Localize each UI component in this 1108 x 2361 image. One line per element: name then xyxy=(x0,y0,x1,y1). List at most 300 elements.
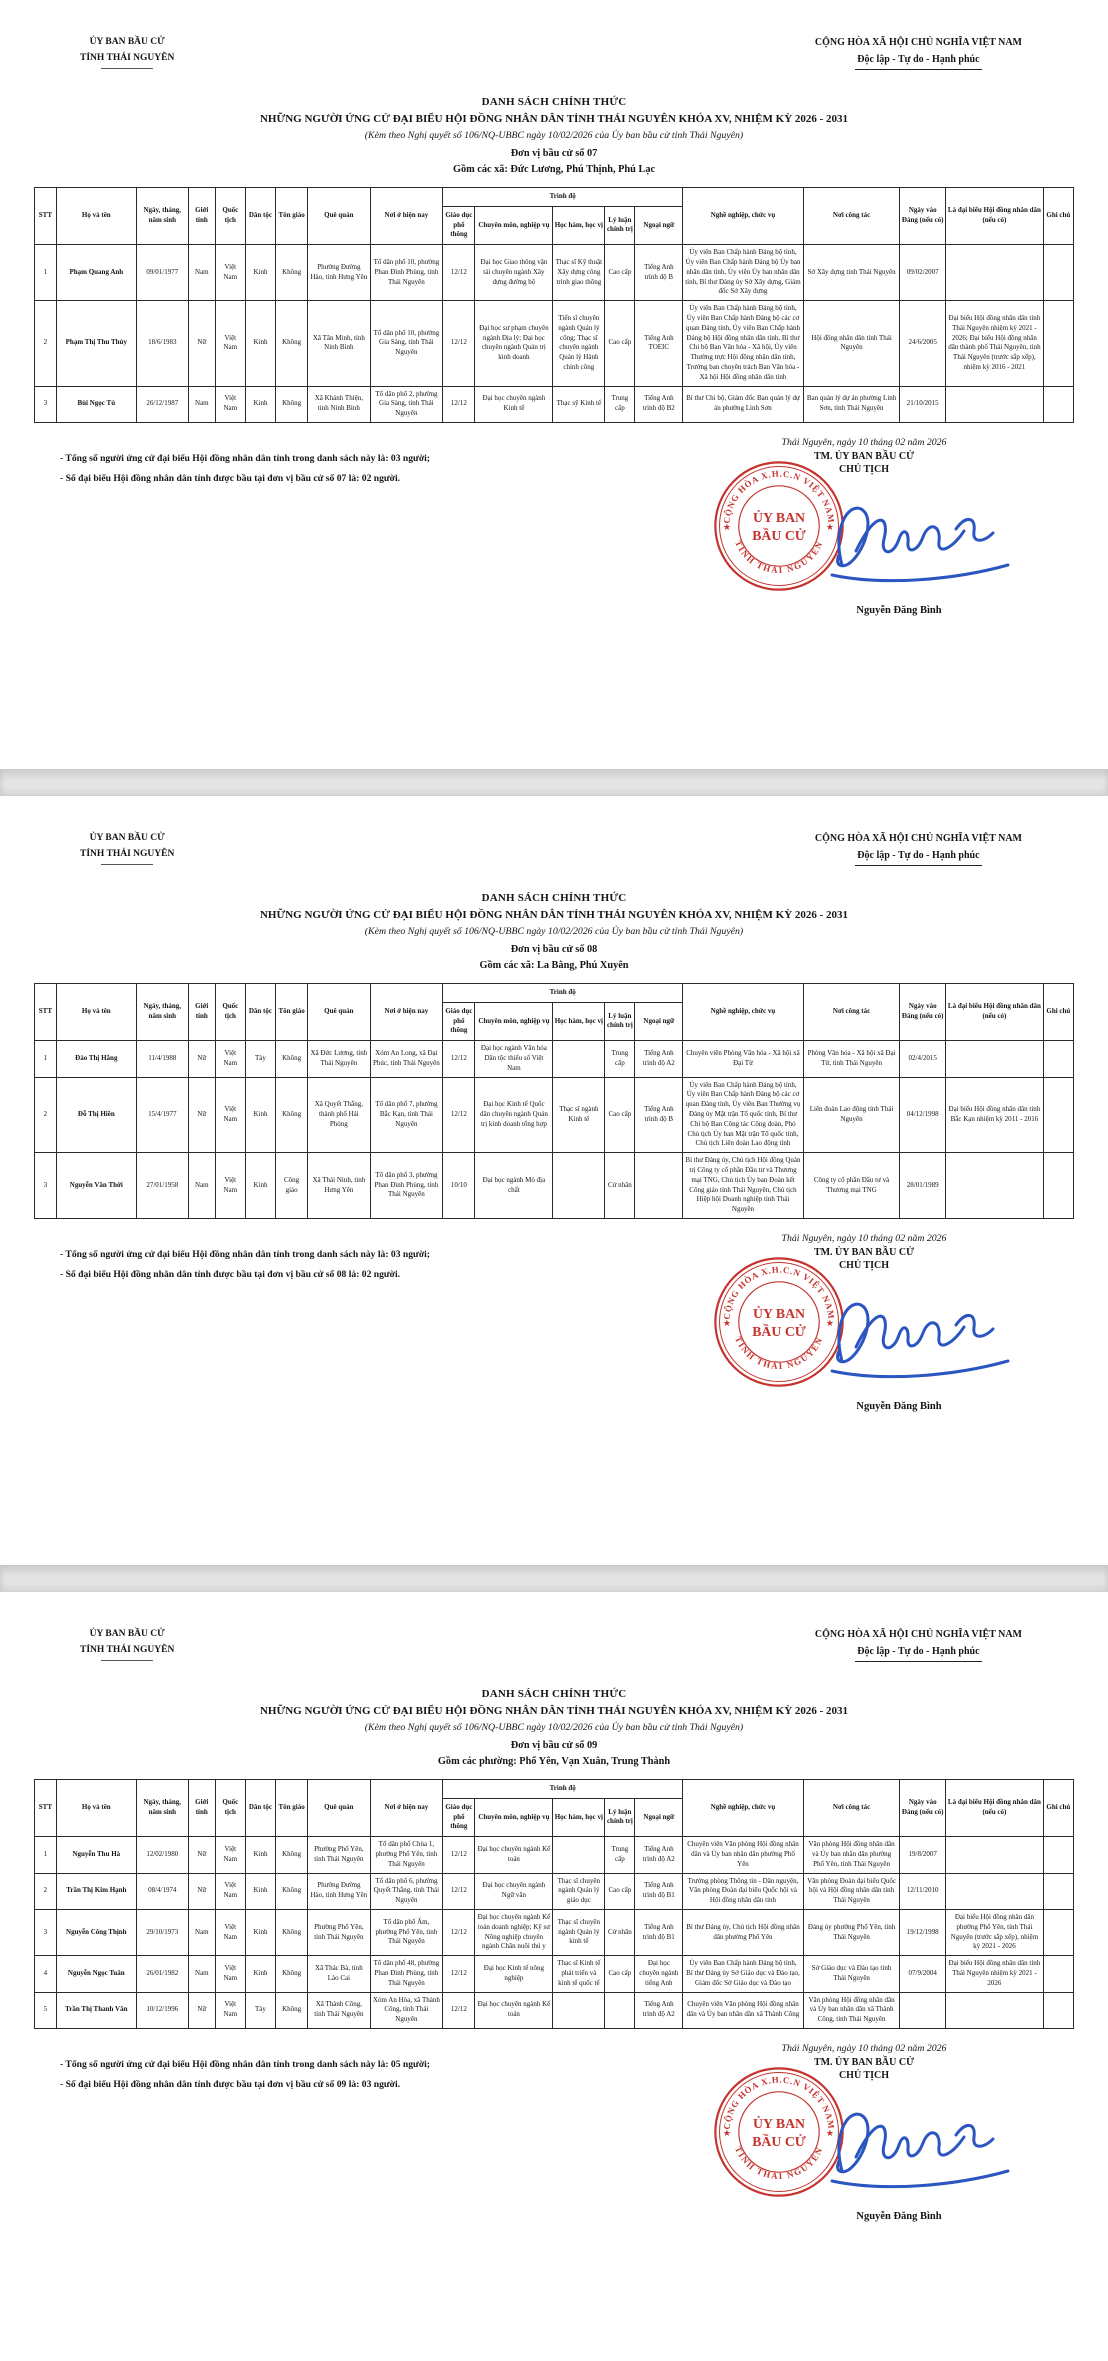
cell-professional: Đại học ngành Mỏ địa chất xyxy=(475,1153,553,1219)
stamp-star-left: ★ xyxy=(722,2128,732,2139)
col-header-dob: Ngày, tháng, năm sinh xyxy=(136,188,188,245)
candidate-row xyxy=(35,245,1074,301)
cell-political: Cử nhân xyxy=(605,1909,635,1955)
cell-hometown: Xã Thái Ninh, tỉnh Hưng Yên xyxy=(308,1153,370,1219)
cell-academic: Thạc sĩ chuyên ngành Quản lý giáo dục xyxy=(553,1873,605,1909)
cell-academic: Tiến sĩ chuyên ngành Quản lý công; Thạc sĩ chuyên ngành Quản lý Hành chính công xyxy=(553,301,605,386)
elected-count-note: - Số đại biểu Hội đồng nhân dân tỉnh được bầu tại đơn vị bầu cử số 09 là: 03 người. xyxy=(60,2079,401,2091)
cell-political: Trung cấp xyxy=(605,1041,635,1077)
col-header-delegate: Là đại biểu Hội đồng nhân dân (nếu có) xyxy=(946,1780,1044,1837)
col-header-name: Họ và tên xyxy=(56,188,136,245)
title-block xyxy=(34,96,1074,175)
cell-hometown: Xã Quyết Thắng, thành phố Hải Phòng xyxy=(308,1077,370,1153)
election-unit-title: Đơn vị bầu cử số 09 xyxy=(510,1740,598,1751)
page-header xyxy=(34,30,1074,70)
signatory-name: Nguyễn Đăng Bình xyxy=(856,604,942,616)
page-header xyxy=(34,826,1074,866)
col-header-professional: Chuyên môn, nghiệp vụ xyxy=(475,206,553,244)
col-header-name: Họ và tên xyxy=(56,1780,136,1837)
cell-language: Tiếng Anh trình độ B1 xyxy=(635,1873,683,1909)
page-separator xyxy=(0,769,1108,796)
cell-ethnicity: Kinh xyxy=(245,1837,275,1873)
org-name-line2: TỈNH THÁI NGUYÊN xyxy=(80,1642,174,1658)
cell-stt: 2 xyxy=(35,301,57,386)
cell-delegate xyxy=(946,245,1044,301)
stamp-star-right: ★ xyxy=(825,2128,835,2139)
stamp-top-text: CỘNG HÒA X.H.C.N VIỆT NAM xyxy=(721,2074,837,2130)
document-page xyxy=(0,1592,1108,2361)
cell-dob: 27/01/1958 xyxy=(136,1153,188,1219)
cell-note xyxy=(1043,1873,1073,1909)
cell-delegate xyxy=(946,1873,1044,1909)
cell-dob: 11/4/1988 xyxy=(136,1041,188,1077)
cell-dob: 29/10/1973 xyxy=(136,1909,188,1955)
cell-gender: Nữ xyxy=(188,1077,215,1153)
cell-delegate: Đại biểu Hội đồng nhân dân tỉnh Thái Nguyên nhiệm kỳ 2021 - 2026; Đại biểu Hội đồng nhân dân thành phố Thái Nguyên, tỉnh Thái Nguyên (trước sắp xếp), nhiệm kỳ 2016 - 2021 xyxy=(946,301,1044,386)
signatory-name: Nguyễn Đăng Bình xyxy=(856,1400,942,1412)
candidate-row xyxy=(35,1873,1074,1909)
cell-political: Trung cấp xyxy=(605,386,635,422)
col-header-workplace: Nơi công tác xyxy=(803,188,900,245)
election-unit-scope: Gồm các xã: Đức Lương, Phú Thịnh, Phú Lạc xyxy=(452,164,656,175)
elected-count-note: - Số đại biểu Hội đồng nhân dân tỉnh được bầu tại đơn vị bầu cử số 07 là: 02 người. xyxy=(60,473,401,485)
page-separator xyxy=(0,1565,1108,1592)
col-header-occupation: Nghề nghiệp, chức vụ xyxy=(683,984,804,1041)
handwritten-signature-icon xyxy=(804,1283,1024,1393)
cell-ethnicity: Kinh xyxy=(245,1956,275,1992)
cell-religion: Công giáo xyxy=(276,1153,308,1219)
national-motto-block xyxy=(815,830,1022,866)
issuing-org-block xyxy=(80,1626,174,1658)
cell-occupation: Chuyên viên Phòng Văn hóa - Xã hội xã Đại Từ xyxy=(683,1041,804,1077)
cell-hometown: Xã Thành Công, tỉnh Thái Nguyên xyxy=(308,1992,370,2028)
cell-name: Nguyễn Công Thịnh xyxy=(56,1909,136,1955)
cell-delegate xyxy=(946,386,1044,422)
cell-delegate xyxy=(946,1837,1044,1873)
cell-hometown: Xã Thác Bà, tỉnh Lào Cai xyxy=(308,1956,370,1992)
document-title: DANH SÁCH CHÍNH THỨC xyxy=(481,96,627,108)
org-name-line1: ỦY BAN BẦU CỬ xyxy=(89,37,165,47)
cell-stt: 2 xyxy=(35,1873,57,1909)
org-name-line2: TỈNH THÁI NGUYÊN xyxy=(80,50,174,66)
cell-gender: Nam xyxy=(188,1909,215,1955)
cell-workplace: Liên đoàn Lao động tỉnh Thái Nguyên xyxy=(803,1077,900,1153)
cell-party-date: 09/02/2007 xyxy=(900,245,946,301)
stamp-bottom-text: TỈNH THÁI NGUYÊN xyxy=(733,538,826,576)
cell-party-date: 04/12/1998 xyxy=(900,1077,946,1153)
summary-notes xyxy=(34,1233,654,1285)
cell-delegate: Đại biểu Hội đồng nhân dân phường Phổ Yên, tỉnh Thái Nguyên (trước sắp xếp), nhiệm kỳ 2021 - 2026 xyxy=(946,1909,1044,1955)
cell-religion: Không xyxy=(276,1873,308,1909)
cell-workplace: Công ty cổ phần Đầu tư và Thương mại TNG xyxy=(803,1153,900,1219)
cell-note xyxy=(1043,245,1073,301)
cell-academic: Thạc sĩ ngành Kinh tế xyxy=(553,1077,605,1153)
signatory-name: Nguyễn Đăng Bình xyxy=(856,2210,942,2222)
cell-occupation: Ủy viên Ban Chấp hành Đảng bộ tỉnh, Bí thư Đảng ủy Sở Giáo dục và Đào tạo, Giám đốc Sở Giáo dục và Đào tạo xyxy=(683,1956,804,1992)
cell-hometown: Xã Khánh Thiện, tỉnh Ninh Bình xyxy=(308,386,370,422)
cell-nationality: Việt Nam xyxy=(215,1992,245,2028)
cell-dob: 18/6/1983 xyxy=(136,301,188,386)
cell-ethnicity: Kinh xyxy=(245,301,275,386)
signature-date: Thái Nguyên, ngày 10 tháng 02 năm 2026 xyxy=(781,2042,947,2054)
cell-language xyxy=(635,1153,683,1219)
cell-political: Trung cấp xyxy=(605,1837,635,1873)
document-title: DANH SÁCH CHÍNH THỨC xyxy=(481,892,627,904)
signature-block xyxy=(654,1233,1074,1412)
col-header-nationality: Quốc tịch xyxy=(215,188,245,245)
col-header-ethnicity: Dân tộc xyxy=(245,188,275,245)
cell-workplace: Hội đồng nhân dân tỉnh Thái Nguyên xyxy=(803,301,900,386)
signature-date: Thái Nguyên, ngày 10 tháng 02 năm 2026 xyxy=(781,436,947,448)
cell-ethnicity: Kinh xyxy=(245,1153,275,1219)
cell-note xyxy=(1043,1909,1073,1955)
stamp-bottom-text: TỈNH THÁI NGUYÊN xyxy=(733,2144,826,2182)
candidates-table xyxy=(34,983,1074,1219)
document-reference: (Kèm theo Nghị quyết số 106/NQ-UBBC ngày 10/02/2026 của Ủy ban bầu cử tỉnh Thái Nguyên) xyxy=(364,926,744,937)
cell-dob: 10/12/1996 xyxy=(136,1992,188,2028)
candidate-row xyxy=(35,301,1074,386)
cell-political: Cao cấp xyxy=(605,1956,635,1992)
cell-nationality: Việt Nam xyxy=(215,1873,245,1909)
cell-gender: Nữ xyxy=(188,1837,215,1873)
cell-hometown: Xã Đức Lương, tỉnh Thái Nguyên xyxy=(308,1041,370,1077)
stamp-top-text: CỘNG HÒA X.H.C.N VIỆT NAM xyxy=(721,1264,837,1320)
stamp-center-line2: BẦU CỬ xyxy=(752,1324,806,1340)
page-header xyxy=(34,1622,1074,1662)
cell-language: Tiếng Anh trình độ A2 xyxy=(635,1837,683,1873)
cell-nationality: Việt Nam xyxy=(215,1077,245,1153)
cell-academic: Thạc sỹ Kinh tế xyxy=(553,386,605,422)
cell-occupation: Trưởng phòng Thông tin - Dân nguyện, Văn phòng Đoàn đại biểu Quốc hội và Hội đồng nhân dân tỉnh xyxy=(683,1873,804,1909)
cell-gender: Nữ xyxy=(188,301,215,386)
cell-occupation: Bí thư Đảng ủy, Chủ tịch Hội đồng Quản trị Công ty cổ phần Đầu tư và Thương mại TNG, Chủ tịch Ủy ban Đoàn kết Công giáo tỉnh Thái Nguyên, Chủ tịch Hiệp hội Doanh nghiệp tỉnh Thái Nguyên xyxy=(683,1153,804,1219)
col-header-workplace: Nơi công tác xyxy=(803,984,900,1041)
cell-education: 12/12 xyxy=(443,245,475,301)
page-bottom xyxy=(34,437,1074,616)
cell-name: Nguyễn Thu Hà xyxy=(56,1837,136,1873)
cell-workplace: Sở Giáo dục và Đào tạo tỉnh Thái Nguyên xyxy=(803,1956,900,1992)
candidate-row xyxy=(35,1956,1074,1992)
col-header-religion: Tôn giáo xyxy=(276,188,308,245)
cell-academic: Thạc sĩ Kinh tế phát triển và kinh tế quốc tế xyxy=(553,1956,605,1992)
col-header-stt: STT xyxy=(35,188,57,245)
cell-gender: Nam xyxy=(188,386,215,422)
col-header-dob: Ngày, tháng, năm sinh xyxy=(136,984,188,1041)
col-header-gender: Giới tính xyxy=(188,1780,215,1837)
cell-dob: 08/4/1974 xyxy=(136,1873,188,1909)
cell-nationality: Việt Nam xyxy=(215,386,245,422)
candidates-table xyxy=(34,1779,1074,2029)
col-header-occupation: Nghề nghiệp, chức vụ xyxy=(683,1780,804,1837)
col-header-ethnicity: Dân tộc xyxy=(245,1780,275,1837)
cell-delegate xyxy=(946,1153,1044,1219)
cell-party-date: 19/12/1998 xyxy=(900,1909,946,1955)
col-header-delegate: Là đại biểu Hội đồng nhân dân (nếu có) xyxy=(946,188,1044,245)
cell-professional: Đại học ngành Văn hóa Dân tộc thiểu số Việt Nam xyxy=(475,1041,553,1077)
col-header-hometown: Quê quán xyxy=(308,188,370,245)
col-header-language: Ngoại ngữ xyxy=(635,1002,683,1040)
cell-nationality: Việt Nam xyxy=(215,1909,245,1955)
cell-stt: 5 xyxy=(35,1992,57,2028)
cell-ethnicity: Tày xyxy=(245,1992,275,2028)
col-header-education: Giáo dục phổ thông xyxy=(443,1002,475,1040)
document-subtitle: NHỮNG NGƯỜI ỨNG CỬ ĐẠI BIỂU HỘI ĐỒNG NHÂN DÂN TỈNH THÁI NGUYÊN KHÓA XV, NHIỆM KỲ 2026 - 2031 xyxy=(259,909,849,921)
col-header-qualification-group: Trình độ xyxy=(443,984,683,1003)
cell-academic xyxy=(553,1153,605,1219)
cell-residence: Tổ dân phố 2, phường Gia Sàng, tỉnh Thái Nguyên xyxy=(370,386,443,422)
elected-count-note: - Số đại biểu Hội đồng nhân dân tỉnh được bầu tại đơn vị bầu cử số 08 là: 02 người. xyxy=(60,1269,401,1281)
stamp-center-line1: ỦY BAN xyxy=(753,2115,805,2131)
title-block xyxy=(34,1688,1074,1767)
cell-residence: Xóm An Hòa, xã Thành Công, tỉnh Thái Nguyên xyxy=(370,1992,443,2028)
cell-education: 12/12 xyxy=(443,386,475,422)
col-header-academic: Học hàm, học vị xyxy=(553,1798,605,1836)
document-page xyxy=(0,796,1108,1565)
cell-workplace: Văn phòng Hội đồng nhân dân và Ủy ban nhân dân phường Phổ Yên, tỉnh Thái Nguyên xyxy=(803,1837,900,1873)
candidate-row xyxy=(35,1909,1074,1955)
stamp-center-line2: BẦU CỬ xyxy=(752,528,806,544)
cell-hometown: Phường Phổ Yên, tỉnh Thái Nguyên xyxy=(308,1909,370,1955)
cell-religion: Không xyxy=(276,301,308,386)
cell-gender: Nữ xyxy=(188,1041,215,1077)
cell-nationality: Việt Nam xyxy=(215,1837,245,1873)
cell-note xyxy=(1043,301,1073,386)
cell-gender: Nữ xyxy=(188,1992,215,2028)
cell-stt: 1 xyxy=(35,1041,57,1077)
cell-hometown: Xã Tân Minh, tỉnh Ninh Bình xyxy=(308,301,370,386)
cell-note xyxy=(1043,1041,1073,1077)
cell-religion: Không xyxy=(276,1837,308,1873)
total-candidates-note: - Tổng số người ứng cử đại biểu Hội đồng nhân dân tỉnh trong danh sách này là: 05 người; xyxy=(60,2058,430,2070)
cell-name: Nguyễn Ngọc Tuân xyxy=(56,1956,136,1992)
cell-workplace: Đảng ủy phường Phổ Yên, tỉnh Thái Nguyên xyxy=(803,1909,900,1955)
cell-education: 12/12 xyxy=(443,1041,475,1077)
col-header-residence: Nơi ở hiện nay xyxy=(370,1780,443,1837)
col-header-hometown: Quê quán xyxy=(308,1780,370,1837)
cell-note xyxy=(1043,1992,1073,2028)
cell-delegate: Đại biểu Hội đồng nhân dân tỉnh Thái Nguyên nhiệm kỳ 2021 - 2026 xyxy=(946,1956,1044,1992)
document-reference: (Kèm theo Nghị quyết số 106/NQ-UBBC ngày 10/02/2026 của Ủy ban bầu cử tỉnh Thái Nguyên) xyxy=(364,1722,744,1733)
col-header-residence: Nơi ở hiện nay xyxy=(370,188,443,245)
stamp-center-line1: ỦY BAN xyxy=(753,1305,805,1321)
cell-note xyxy=(1043,1837,1073,1873)
national-title: CỘNG HÒA XÃ HỘI CHỦ NGHĨA VIỆT NAM xyxy=(814,833,1022,844)
cell-academic xyxy=(553,1041,605,1077)
cell-religion: Không xyxy=(276,1992,308,2028)
document-reference: (Kèm theo Nghị quyết số 106/NQ-UBBC ngày 10/02/2026 của Ủy ban bầu cử tỉnh Thái Nguyên) xyxy=(364,130,744,141)
cell-language: Tiếng Anh trình độ A2 xyxy=(635,1041,683,1077)
col-header-language: Ngoại ngữ xyxy=(635,206,683,244)
signature-authority: TM. ỦY BAN BẦU CỬ xyxy=(813,2056,915,2068)
handwritten-signature-icon xyxy=(804,487,1024,597)
org-name-line2: TỈNH THÁI NGUYÊN xyxy=(80,846,174,862)
cell-nationality: Việt Nam xyxy=(215,1153,245,1219)
cell-residence: Tổ dân phố 7, phường Bắc Kạn, tỉnh Thái Nguyên xyxy=(370,1077,443,1153)
col-header-gender: Giới tính xyxy=(188,984,215,1041)
cell-professional: Đại học chuyên ngành Ngữ văn xyxy=(475,1873,553,1909)
cell-academic xyxy=(553,1837,605,1873)
cell-party-date: 24/6/2005 xyxy=(900,301,946,386)
col-header-residence: Nơi ở hiện nay xyxy=(370,984,443,1041)
stamp-star-right: ★ xyxy=(825,522,835,533)
signature-block xyxy=(654,437,1074,616)
cell-stt: 1 xyxy=(35,1837,57,1873)
col-header-note: Ghi chú xyxy=(1043,188,1073,245)
page-bottom xyxy=(34,1233,1074,1412)
stamp-bottom-text: TỈNH THÁI NGUYÊN xyxy=(733,1334,826,1372)
cell-occupation: Bí thư Đảng ủy, Chủ tịch Hội đồng nhân dân phường Phổ Yên xyxy=(683,1909,804,1955)
col-header-occupation: Nghề nghiệp, chức vụ xyxy=(683,188,804,245)
cell-education: 12/12 xyxy=(443,1992,475,2028)
col-header-ethnicity: Dân tộc xyxy=(245,984,275,1041)
cell-party-date: 07/9/2004 xyxy=(900,1956,946,1992)
cell-residence: Tổ dân phố 3, phường Phan Đình Phùng, tỉnh Thái Nguyên xyxy=(370,1153,443,1219)
signature-role: CHỦ TỊCH xyxy=(838,2069,890,2081)
cell-political: Cao cấp xyxy=(605,1077,635,1153)
signature-authority: TM. ỦY BAN BẦU CỬ xyxy=(813,450,915,462)
col-header-dob: Ngày, tháng, năm sinh xyxy=(136,1780,188,1837)
cell-professional: Đại học chuyên ngành Kế toán xyxy=(475,1837,553,1873)
cell-language: Đại học chuyên ngành tiếng Anh xyxy=(635,1956,683,1992)
cell-education: 12/12 xyxy=(443,1956,475,1992)
cell-occupation: Ủy viên Ban Chấp hành Đảng bộ tỉnh, Ủy viên Ban Chấp hành Đảng bộ các cơ quan Đảng tỉnh, Ủy viên Ban Chấp hành Đảng bộ Hội đồng nhân dân tỉnh, Bí thư Chi bộ Ban Văn hóa - Xã hội, Ủy viên Thường trực Hội đồng nhân dân tỉnh, Trưởng ban chuyên trách Ban Văn hóa - Xã hội Hội đồng nhân dân tỉnh xyxy=(683,301,804,386)
page-bottom xyxy=(34,2043,1074,2222)
cell-occupation: Chuyên viên Văn phòng Hội đồng nhân dân và Ủy ban nhân dân xã Thành Công xyxy=(683,1992,804,2028)
col-header-note: Ghi chú xyxy=(1043,984,1073,1041)
cell-academic: Thạc sĩ Kỹ thuật Xây dựng công trình giao thông xyxy=(553,245,605,301)
cell-nationality: Việt Nam xyxy=(215,245,245,301)
candidates-table xyxy=(34,187,1074,423)
cell-gender: Nam xyxy=(188,1153,215,1219)
candidate-row xyxy=(35,386,1074,422)
cell-dob: 09/01/1977 xyxy=(136,245,188,301)
candidate-row xyxy=(35,1837,1074,1873)
col-header-religion: Tôn giáo xyxy=(276,984,308,1041)
org-name-line1: ỦY BAN BẦU CỬ xyxy=(89,833,165,843)
document-subtitle: NHỮNG NGƯỜI ỨNG CỬ ĐẠI BIỂU HỘI ĐỒNG NHÂN DÂN TỈNH THÁI NGUYÊN KHÓA XV, NHIỆM KỲ 2026 - 2031 xyxy=(259,1705,849,1717)
title-block xyxy=(34,892,1074,971)
col-header-religion: Tôn giáo xyxy=(276,1780,308,1837)
cell-ethnicity: Kinh xyxy=(245,386,275,422)
col-header-academic: Học hàm, học vị xyxy=(553,206,605,244)
cell-political: Cử nhân xyxy=(605,1153,635,1219)
col-header-party-date: Ngày vào Đảng (nếu có) xyxy=(900,984,946,1041)
cell-workplace: Ban quản lý dự án phường Linh Sơn, tỉnh Thái Nguyên xyxy=(803,386,900,422)
cell-gender: Nam xyxy=(188,1956,215,1992)
cell-delegate xyxy=(946,1041,1044,1077)
issuing-org-block xyxy=(80,830,174,862)
cell-language: Tiếng Anh trình độ B2 xyxy=(635,386,683,422)
col-header-political: Lý luận chính trị xyxy=(605,1798,635,1836)
cell-academic xyxy=(553,1992,605,2028)
candidate-row xyxy=(35,1041,1074,1077)
cell-political: Cao cấp xyxy=(605,301,635,386)
col-header-gender: Giới tính xyxy=(188,188,215,245)
stamp-top-text: CỘNG HÒA X.H.C.N VIỆT NAM xyxy=(721,468,837,524)
cell-stt: 3 xyxy=(35,386,57,422)
col-header-qualification-group: Trình độ xyxy=(443,188,683,207)
cell-name: Bùi Ngọc Tú xyxy=(56,386,136,422)
cell-stt: 3 xyxy=(35,1153,57,1219)
cell-professional: Đại học chuyên ngành Kế toán doanh nghiệp; Kỹ sư Nông nghiệp chuyên ngành Chăn nuôi thú y xyxy=(475,1909,553,1955)
stamp-center-line1: ỦY BAN xyxy=(753,509,805,525)
cell-academic: Thạc sĩ chuyên ngành Quản lý kinh tế xyxy=(553,1909,605,1955)
election-unit-scope: Gồm các xã: La Bằng, Phú Xuyên xyxy=(479,960,629,971)
cell-note xyxy=(1043,386,1073,422)
signature-block xyxy=(654,2043,1074,2222)
col-header-hometown: Quê quán xyxy=(308,984,370,1041)
election-unit-scope: Gồm các phường: Phổ Yên, Vạn Xuân, Trung Thành xyxy=(437,1756,671,1767)
cell-name: Trần Thị Thanh Vân xyxy=(56,1992,136,2028)
total-candidates-note: - Tổng số người ứng cử đại biểu Hội đồng nhân dân tỉnh trong danh sách này là: 03 người; xyxy=(60,452,430,464)
col-header-workplace: Nơi công tác xyxy=(803,1780,900,1837)
document-subtitle: NHỮNG NGƯỜI ỨNG CỬ ĐẠI BIỂU HỘI ĐỒNG NHÂN DÂN TỈNH THÁI NGUYÊN KHÓA XV, NHIỆM KỲ 2026 - 2031 xyxy=(259,113,849,125)
cell-ethnicity: Kinh xyxy=(245,1077,275,1153)
cell-workplace: Phòng Văn hóa - Xã hội xã Đại Từ, tỉnh Thái Nguyên xyxy=(803,1041,900,1077)
cell-residence: Tổ dân phố 10, phường Gia Sàng, tỉnh Thái Nguyên xyxy=(370,301,443,386)
signature-date: Thái Nguyên, ngày 10 tháng 02 năm 2026 xyxy=(781,1232,947,1244)
cell-professional: Đại học Kinh tế nông nghiệp xyxy=(475,1956,553,1992)
summary-notes xyxy=(34,2043,654,2095)
cell-hometown: Phường Phổ Yên, tỉnh Thái Nguyên xyxy=(308,1837,370,1873)
cell-education: 12/12 xyxy=(443,1837,475,1873)
cell-hometown: Phường Đường Hào, tỉnh Hưng Yên xyxy=(308,1873,370,1909)
cell-occupation: Ủy viên Ban Chấp hành Đảng bộ tỉnh, Ủy viên Ban Chấp hành Đảng bộ Ủy ban nhân dân tỉnh, Ủy viên Ủy ban nhân dân tỉnh, Bí thư Đảng ủy Sở Xây dựng, Giám đốc Sở Xây dựng xyxy=(683,245,804,301)
cell-religion: Không xyxy=(276,1956,308,1992)
cell-workplace: Văn phòng Đoàn đại biểu Quốc hội và Hội đồng nhân dân tỉnh Thái Nguyên xyxy=(803,1873,900,1909)
cell-dob: 15/4/1977 xyxy=(136,1077,188,1153)
handwritten-signature-icon xyxy=(804,2093,1024,2203)
cell-dob: 26/01/1982 xyxy=(136,1956,188,1992)
cell-language: Tiếng Anh trình độ B xyxy=(635,1077,683,1153)
signature-authority: TM. ỦY BAN BẦU CỬ xyxy=(813,1246,915,1258)
cell-workplace: Văn phòng Hội đồng nhân dân và Ủy ban nhân dân xã Thành Công, tỉnh Thái Nguyên xyxy=(803,1992,900,2028)
col-header-political: Lý luận chính trị xyxy=(605,206,635,244)
col-header-party-date: Ngày vào Đảng (nếu có) xyxy=(900,188,946,245)
cell-name: Phạm Quang Anh xyxy=(56,245,136,301)
cell-political: Cao cấp xyxy=(605,1873,635,1909)
national-motto: Độc lập - Tự do - Hạnh phúc xyxy=(855,1643,981,1662)
col-header-language: Ngoại ngữ xyxy=(635,1798,683,1836)
col-header-nationality: Quốc tịch xyxy=(215,984,245,1041)
cell-name: Đào Thị Hằng xyxy=(56,1041,136,1077)
cell-religion: Không xyxy=(276,1077,308,1153)
national-title: CỘNG HÒA XÃ HỘI CHỦ NGHĨA VIỆT NAM xyxy=(814,1629,1022,1640)
cell-party-date xyxy=(900,1992,946,2028)
cell-religion: Không xyxy=(276,386,308,422)
col-header-party-date: Ngày vào Đảng (nếu có) xyxy=(900,1780,946,1837)
cell-language: Tiếng Anh trình độ B1 xyxy=(635,1909,683,1955)
col-header-education: Giáo dục phổ thông xyxy=(443,1798,475,1836)
col-header-professional: Chuyên môn, nghiệp vụ xyxy=(475,1002,553,1040)
document-title: DANH SÁCH CHÍNH THỨC xyxy=(481,1688,627,1700)
cell-party-date: 12/11/2010 xyxy=(900,1873,946,1909)
cell-education: 12/12 xyxy=(443,1909,475,1955)
cell-party-date: 19/8/2007 xyxy=(900,1837,946,1873)
col-header-professional: Chuyên môn, nghiệp vụ xyxy=(475,1798,553,1836)
cell-occupation: Chuyên viên Văn phòng Hội đồng nhân dân và Ủy ban nhân dân phường Phổ Yên xyxy=(683,1837,804,1873)
total-candidates-note: - Tổng số người ứng cử đại biểu Hội đồng nhân dân tỉnh trong danh sách này là: 03 người; xyxy=(60,1248,430,1260)
stamp-star-left: ★ xyxy=(722,522,732,533)
col-header-stt: STT xyxy=(35,1780,57,1837)
col-header-education: Giáo dục phổ thông xyxy=(443,206,475,244)
cell-delegate: Đại biểu Hội đồng nhân dân tỉnh Bắc Kạn nhiệm kỳ 2011 - 2016 xyxy=(946,1077,1044,1153)
org-name-line1: ỦY BAN BẦU CỬ xyxy=(89,1629,165,1639)
cell-education: 10/10 xyxy=(443,1153,475,1219)
cell-name: Trần Thị Kim Hạnh xyxy=(56,1873,136,1909)
cell-nationality: Việt Nam xyxy=(215,1041,245,1077)
cell-professional: Đại học chuyên ngành Kinh tế xyxy=(475,386,553,422)
